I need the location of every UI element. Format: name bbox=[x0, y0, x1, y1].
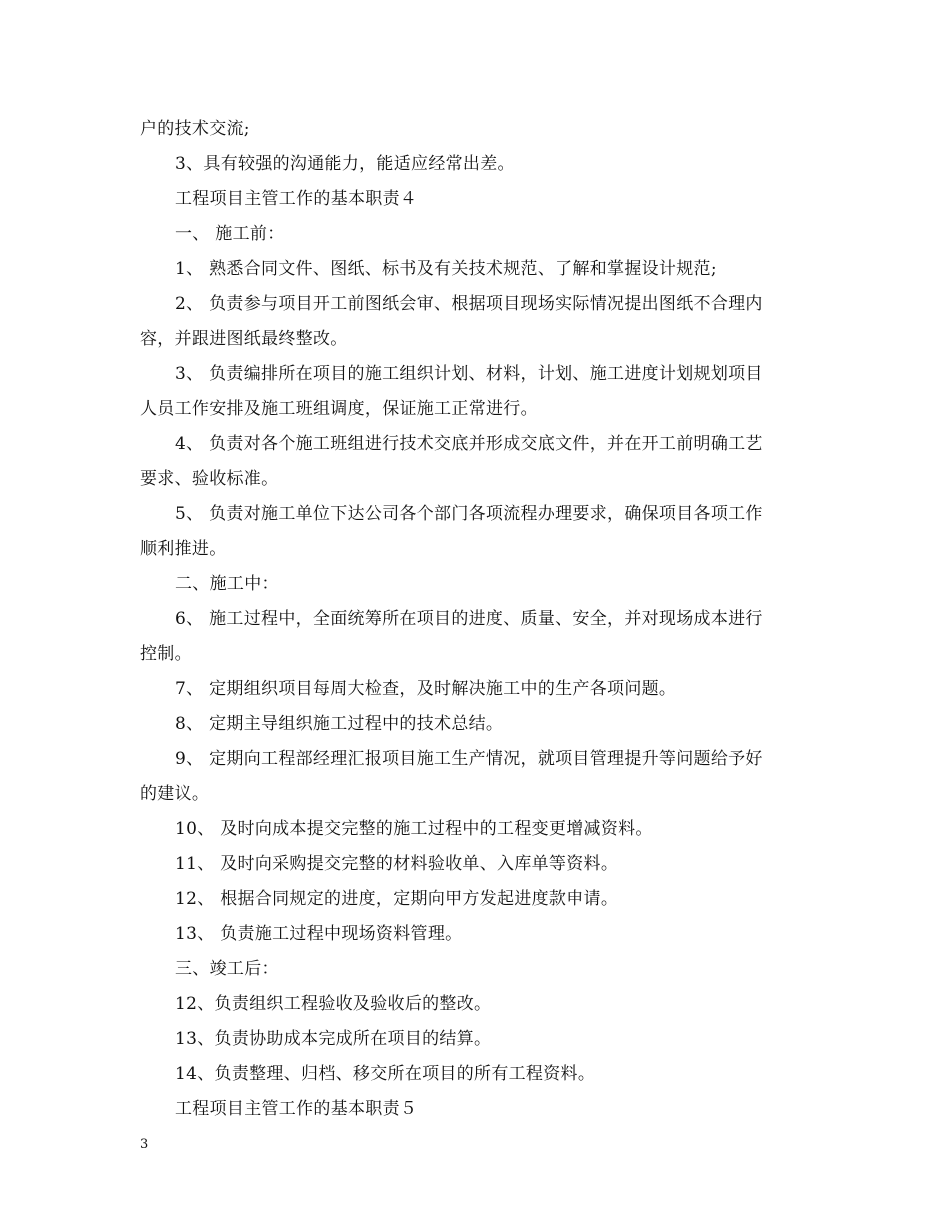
list-item: 13、 负责施工过程中现场资料管理。 bbox=[175, 924, 463, 944]
subsection-heading: 二、施工中： bbox=[175, 574, 279, 594]
list-item: 4、 负责对各个施工班组进行技术交底并形成交底文件，并在开工前明确工艺 bbox=[175, 434, 763, 454]
subsection-heading: 三、竣工后： bbox=[175, 959, 279, 979]
list-item: 13、负责协助成本完成所在项目的结算。 bbox=[175, 1029, 492, 1049]
list-item-continuation: 要求、验收标准。 bbox=[140, 469, 279, 489]
subsection-heading: 一、 施工前： bbox=[175, 224, 285, 244]
paragraph-line: 3、具有较强的沟通能力，能适应经常出差。 bbox=[175, 154, 515, 174]
list-item: 5、 负责对施工单位下达公司各个部门各项流程办理要求，确保项目各项工作 bbox=[175, 504, 763, 524]
list-item: 2、 负责参与项目开工前图纸会审、根据项目现场实际情况提出图纸不合理内 bbox=[175, 294, 763, 314]
list-item: 8、 定期主导组织施工过程中的技术总结。 bbox=[175, 714, 504, 734]
list-item-continuation: 人员工作安排及施工班组调度，保证施工正常进行。 bbox=[140, 399, 538, 419]
list-item-continuation: 控制。 bbox=[140, 644, 192, 664]
list-item: 6、 施工过程中，全面统筹所在项目的进度、质量、安全，并对现场成本进行 bbox=[175, 609, 763, 629]
list-item: 3、 负责编排所在项目的施工组织计划、材料，计划、施工进度计划规划项目 bbox=[175, 364, 763, 384]
document-body bbox=[140, 112, 812, 1127]
list-item: 7、 定期组织项目每周大检查，及时解决施工中的生产各项问题。 bbox=[175, 679, 677, 699]
section-heading: 工程项目主管工作的基本职责４ bbox=[175, 189, 418, 209]
list-item: 14、负责整理、归档、移交所在项目的所有工程资料。 bbox=[175, 1064, 596, 1084]
list-item-continuation: 容，并跟进图纸最终整改。 bbox=[140, 329, 348, 349]
list-item: 10、 及时向成本提交完整的施工过程中的工程变更增减资料。 bbox=[175, 819, 653, 839]
section-heading: 工程项目主管工作的基本职责５ bbox=[175, 1099, 418, 1119]
list-item-continuation: 的建议。 bbox=[140, 784, 210, 804]
list-item: 12、负责组织工程验收及验收后的整改。 bbox=[175, 994, 492, 1014]
list-item: 1、 熟悉合同文件、图纸、标书及有关技术规范、了解和掌握设计规范; bbox=[175, 259, 717, 279]
list-item: 11、 及时向采购提交完整的材料验收单、入库单等资料。 bbox=[175, 854, 619, 874]
page-number: 3 bbox=[140, 1137, 149, 1152]
list-item: 12、 根据合同规定的进度，定期向甲方发起进度款申请。 bbox=[175, 889, 619, 909]
paragraph-line: 户的技术交流; bbox=[140, 119, 250, 139]
list-item: 9、 定期向工程部经理汇报项目施工生产情况，就项目管理提升等问题给予好 bbox=[175, 749, 763, 769]
list-item-continuation: 顺利推进。 bbox=[140, 539, 227, 559]
